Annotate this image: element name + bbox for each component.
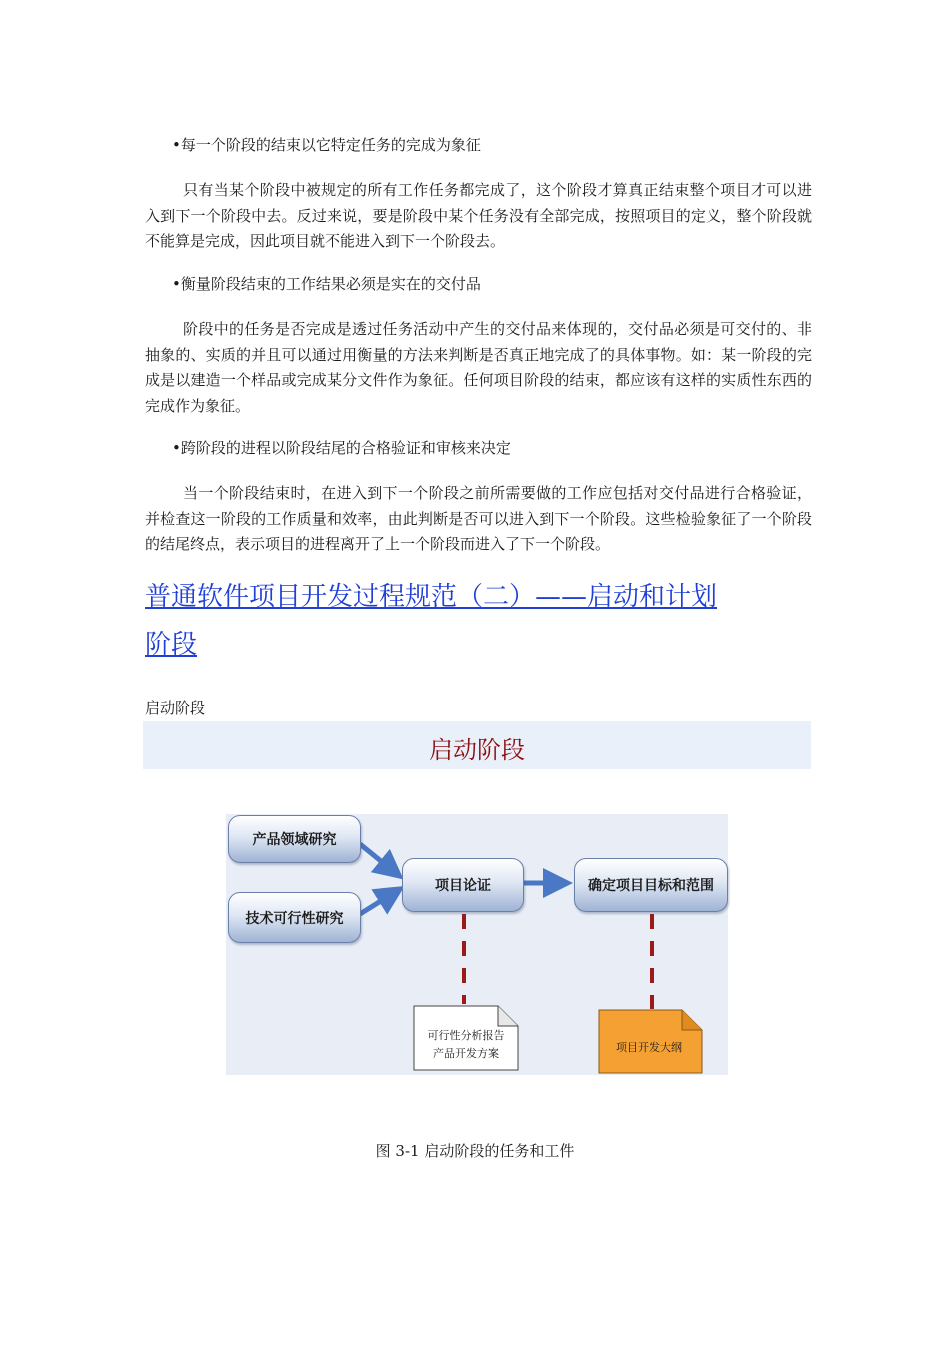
doc-feasibility-line2: 产品开发方案 bbox=[433, 1047, 499, 1060]
figure-banner-title: 启动阶段 bbox=[429, 736, 525, 764]
section-label: 启动阶段 bbox=[145, 699, 206, 717]
figure-caption: 图 3-1 启动阶段的任务和工件 bbox=[375, 1142, 575, 1160]
paragraph-phase-transition: 当一个阶段结束时，在进入到下一个阶段之前所需要做的工作应包括对交付品进行合格验证，并检查这一阶段的工作质量和效率，由此判断是否可以进入到下一个阶段。这些检验象征了一个阶段的结尾终点，表示项目的进程离开了上一个阶段而进入了下一个阶段。 bbox=[145, 484, 812, 553]
node-define-scope: 确定项目目标和范围 bbox=[574, 858, 728, 912]
paragraph-stage-completion: 只有当某个阶段中被规定的所有工作任务都完成了，这个阶段才算真正结束整个项目才可以进入到下一个阶段中去。反过来说，要是阶段中某个任务没有全部完成，按照项目的定义，整个阶段就不能算是完成，因此项目就不能进入到下一个阶段去。 bbox=[145, 181, 812, 250]
doc-feasibility-line1: 可行性分析报告 bbox=[427, 1029, 505, 1042]
paragraph-deliverables: 阶段中的任务是否完成是透过任务活动中产生的交付品来体现的，交付品必须是可交付的、非抽象的、实质的并且可以通过用衡量的方法来判断是否真正地完成了的具体事物。如：某一阶段的完成是以建造一个样品或完成某分文件作为象征。任何项目阶段的结束，都应该有这样的实质性东西的完成作为象征。 bbox=[145, 320, 812, 415]
doc-outline-label: 项目开发大纲 bbox=[616, 1041, 682, 1054]
startup-phase-diagram bbox=[226, 814, 728, 1075]
section-heading-link-continued[interactable]: 阶段 bbox=[145, 630, 198, 660]
figure-banner bbox=[143, 721, 811, 769]
bullet-deliverables: •衡量阶段结束的工作结果必须是实在的交付品 bbox=[172, 275, 481, 293]
arrow-tech-to-argument bbox=[360, 894, 392, 914]
arrow-domain-to-argument bbox=[360, 844, 392, 870]
document-feasibility-icon bbox=[414, 1006, 518, 1070]
node-project-argument: 项目论证 bbox=[402, 858, 524, 912]
node-tech-feasibility: 技术可行性研究 bbox=[228, 892, 361, 943]
node-domain-research: 产品领域研究 bbox=[228, 815, 361, 863]
bullet-phase-transition: •跨阶段的进程以阶段结尾的合格验证和审核来决定 bbox=[172, 439, 511, 457]
document-outline-icon bbox=[599, 1010, 702, 1073]
bullet-stage-end: •每一个阶段的结束以它特定任务的完成为象征 bbox=[172, 136, 481, 154]
section-heading-link[interactable]: 普通软件项目开发过程规范（二）——启动和计划 bbox=[145, 582, 718, 612]
